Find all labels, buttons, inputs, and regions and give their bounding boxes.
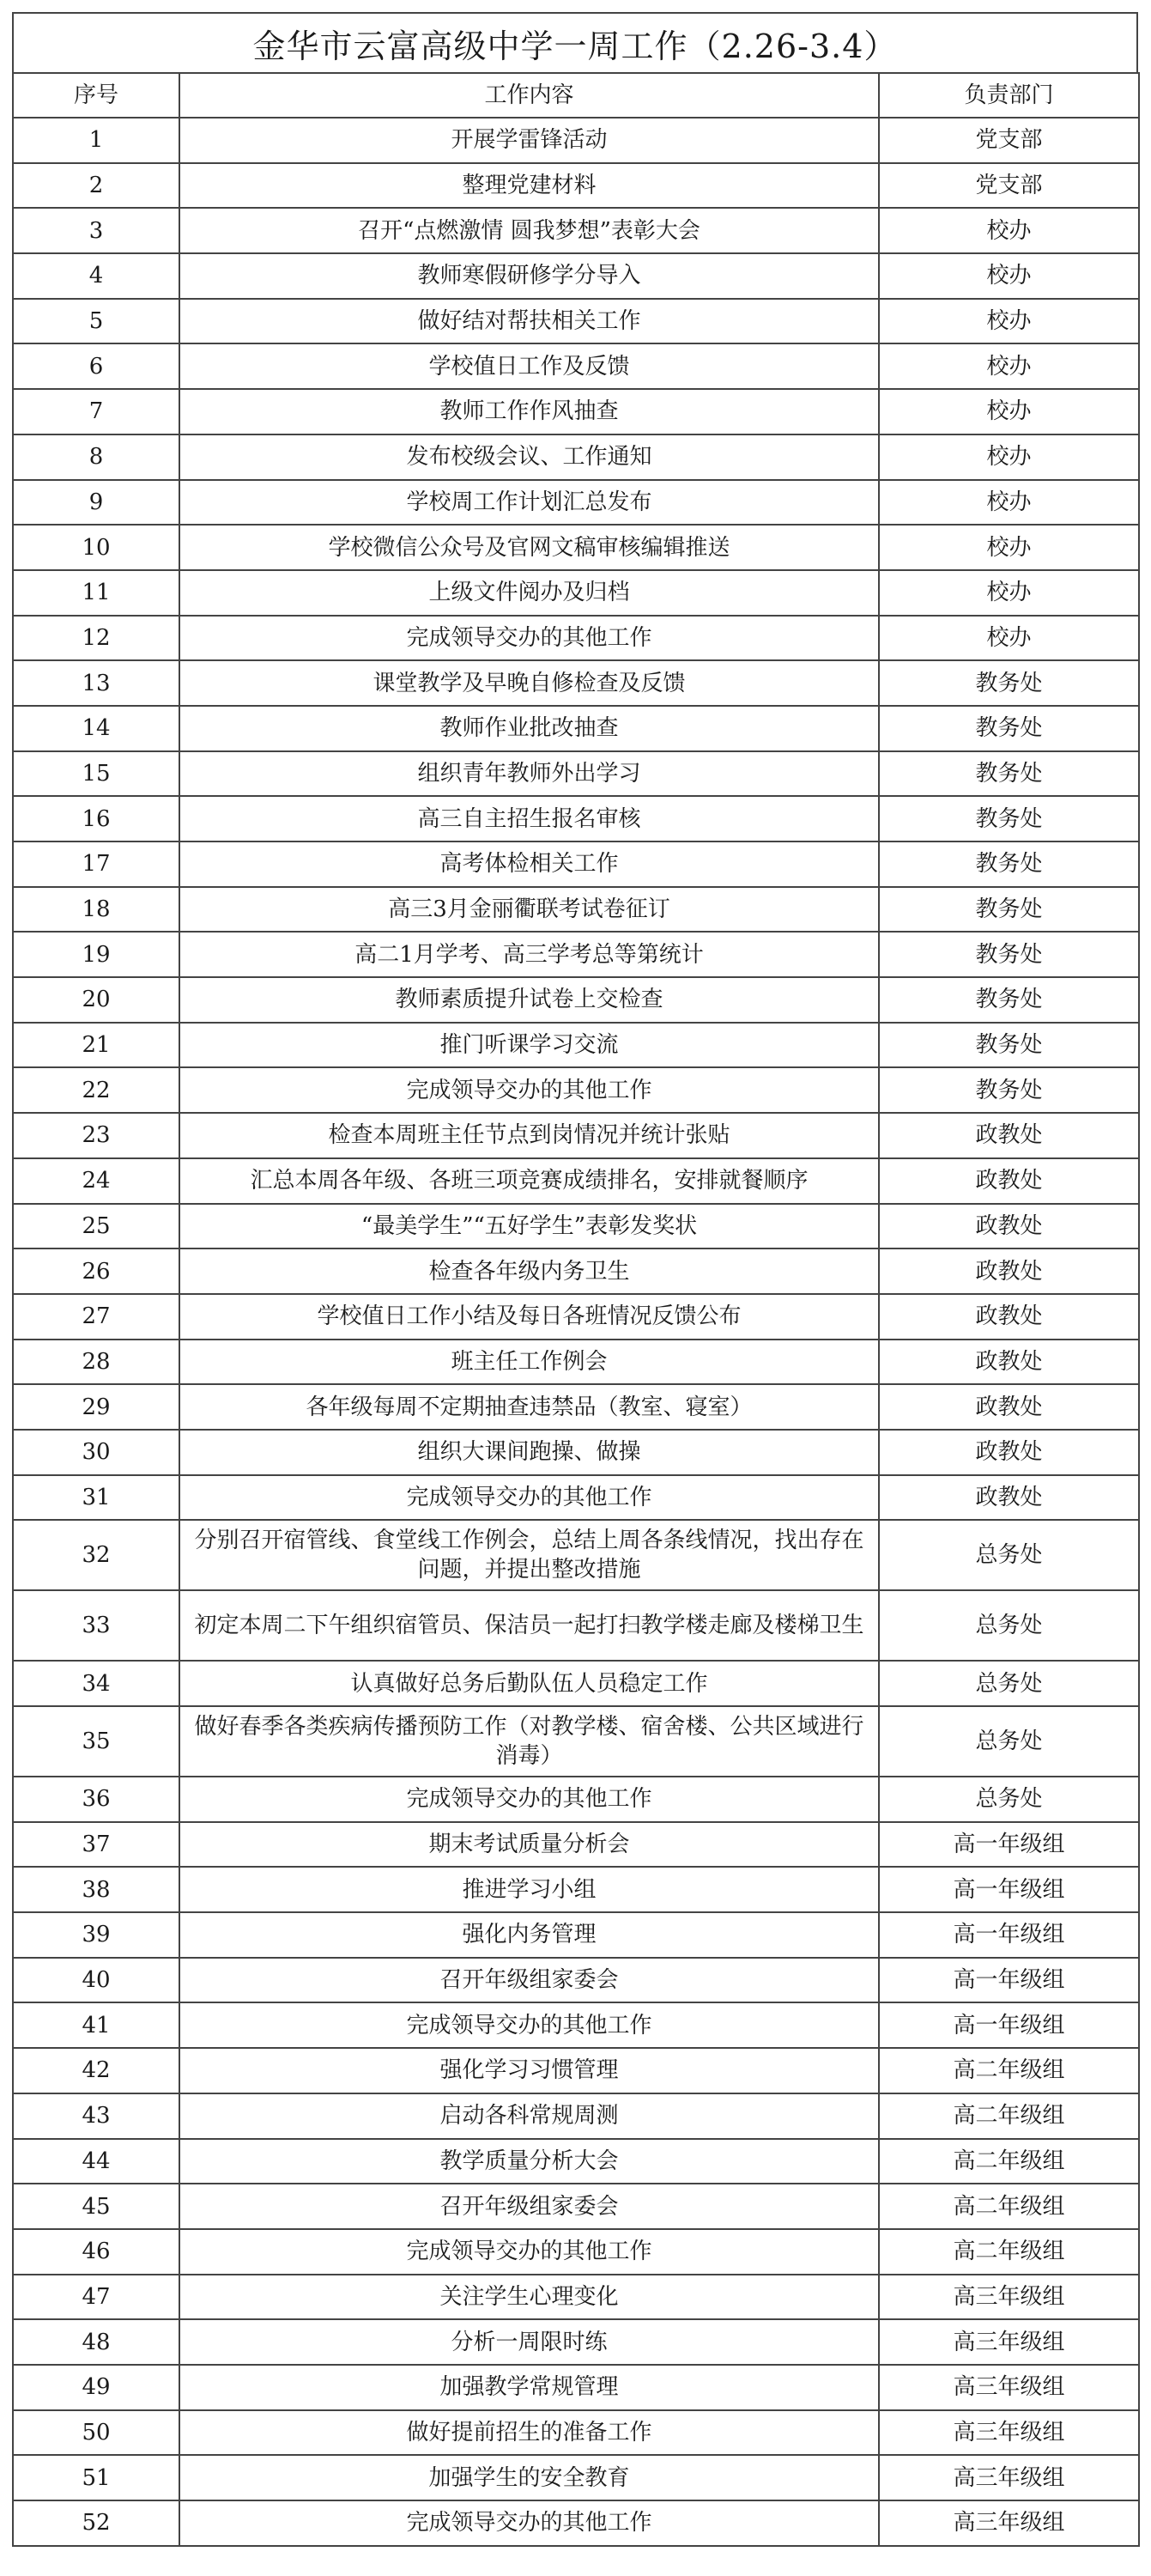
- table-row: [13, 434, 1139, 480]
- work-table: [12, 72, 1140, 2547]
- row-content: 完成领导交办的其他工作: [179, 616, 879, 661]
- table-row: [13, 1958, 1139, 2003]
- row-index: 29: [13, 1384, 179, 1430]
- row-dept: 校办: [879, 616, 1139, 661]
- row-content: 分别召开宿管线、食堂线工作例会，总结上周各条线情况，找出存在问题，并提出整改措施: [179, 1520, 879, 1590]
- row-dept: 总务处: [879, 1520, 1139, 1590]
- row-index: 51: [13, 2455, 179, 2500]
- table-row: [13, 1912, 1139, 1958]
- row-content: 强化内务管理: [179, 1912, 879, 1958]
- table-row: [13, 932, 1139, 977]
- row-index: 30: [13, 1430, 179, 1475]
- row-dept: 校办: [879, 299, 1139, 344]
- row-index: 36: [13, 1777, 179, 1822]
- row-dept: 教务处: [879, 887, 1139, 933]
- table-row: [13, 1661, 1139, 1706]
- table-row: [13, 2455, 1139, 2500]
- row-index: 5: [13, 299, 179, 344]
- row-dept: 高一年级组: [879, 1912, 1139, 1958]
- table-row: [13, 2229, 1139, 2275]
- row-dept: 高二年级组: [879, 2093, 1139, 2139]
- row-content: 班主任工作例会: [179, 1340, 879, 1385]
- row-index: 49: [13, 2365, 179, 2410]
- row-content: 检查本周班主任节点到岗情况并统计张贴: [179, 1113, 879, 1158]
- row-content: 推门听课学习交流: [179, 1023, 879, 1068]
- row-index: 43: [13, 2093, 179, 2139]
- row-content: 教师作业批改抽查: [179, 706, 879, 751]
- row-dept: 总务处: [879, 1706, 1139, 1777]
- row-content: 做好结对帮扶相关工作: [179, 299, 879, 344]
- row-content: 课堂教学及早晚自修检查及反馈: [179, 660, 879, 706]
- row-content: 推进学习小组: [179, 1867, 879, 1912]
- row-index: 22: [13, 1067, 179, 1113]
- row-content: 检查各年级内务卫生: [179, 1249, 879, 1294]
- table-row: [13, 796, 1139, 841]
- row-index: 18: [13, 887, 179, 933]
- row-content: 强化学习习惯管理: [179, 2048, 879, 2093]
- table-row: [13, 2319, 1139, 2365]
- row-dept: 高三年级组: [879, 2500, 1139, 2546]
- row-index: 31: [13, 1475, 179, 1521]
- row-content: 完成领导交办的其他工作: [179, 1067, 879, 1113]
- row-content: 完成领导交办的其他工作: [179, 1777, 879, 1822]
- row-dept: 高二年级组: [879, 2184, 1139, 2229]
- table-row: [13, 1023, 1139, 1068]
- table-row: [13, 616, 1139, 661]
- table-row: [13, 299, 1139, 344]
- row-content: 上级文件阅办及归档: [179, 570, 879, 616]
- row-content: 学校值日工作小结及每日各班情况反馈公布: [179, 1294, 879, 1340]
- row-dept: 教务处: [879, 706, 1139, 751]
- table-row: [13, 2500, 1139, 2546]
- table-header-row: [13, 73, 1139, 118]
- row-content: 组织青年教师外出学习: [179, 751, 879, 797]
- table-row: [13, 2365, 1139, 2410]
- row-dept: 校办: [879, 389, 1139, 434]
- table-row: [13, 208, 1139, 253]
- row-dept: 高三年级组: [879, 2455, 1139, 2500]
- row-index: 27: [13, 1294, 179, 1340]
- table-row: [13, 343, 1139, 389]
- row-content: 完成领导交办的其他工作: [179, 1475, 879, 1521]
- table-row: [13, 1867, 1139, 1912]
- row-index: 46: [13, 2229, 179, 2275]
- row-index: 26: [13, 1249, 179, 1294]
- row-dept: 党支部: [879, 163, 1139, 209]
- row-index: 45: [13, 2184, 179, 2229]
- row-content: 分析一周限时练: [179, 2319, 879, 2365]
- row-index: 33: [13, 1590, 179, 1661]
- row-dept: 教务处: [879, 660, 1139, 706]
- row-content: 学校值日工作及反馈: [179, 343, 879, 389]
- table-row: [13, 977, 1139, 1023]
- row-dept: 教务处: [879, 1067, 1139, 1113]
- row-index: 47: [13, 2275, 179, 2320]
- table-row: [13, 887, 1139, 933]
- row-content: 关注学生心理变化: [179, 2275, 879, 2320]
- table-row: [13, 1590, 1139, 1661]
- row-index: 38: [13, 1867, 179, 1912]
- row-dept: 校办: [879, 570, 1139, 616]
- table-row: [13, 1822, 1139, 1868]
- row-content: 认真做好总务后勤队伍人员稳定工作: [179, 1661, 879, 1706]
- table-row: [13, 1158, 1139, 1204]
- row-dept: 高一年级组: [879, 1822, 1139, 1868]
- row-index: 44: [13, 2139, 179, 2184]
- table-row: [13, 253, 1139, 299]
- table-row: [13, 706, 1139, 751]
- row-index: 20: [13, 977, 179, 1023]
- row-dept: 教务处: [879, 1023, 1139, 1068]
- table-row: [13, 1340, 1139, 1385]
- row-content: 召开年级组家委会: [179, 1958, 879, 2003]
- row-content: 整理党建材料: [179, 163, 879, 209]
- row-dept: 高一年级组: [879, 1867, 1139, 1912]
- row-dept: 高三年级组: [879, 2410, 1139, 2456]
- header-content: 工作内容: [179, 73, 879, 118]
- table-row: [13, 480, 1139, 526]
- header-dept: 负责部门: [879, 73, 1139, 118]
- table-row: [13, 1249, 1139, 1294]
- table-row: [13, 2139, 1139, 2184]
- row-content: 启动各科常规周测: [179, 2093, 879, 2139]
- row-dept: 政教处: [879, 1113, 1139, 1158]
- row-index: 21: [13, 1023, 179, 1068]
- row-content: 做好提前招生的准备工作: [179, 2410, 879, 2456]
- table-row: [13, 751, 1139, 797]
- row-index: 1: [13, 118, 179, 163]
- row-index: 3: [13, 208, 179, 253]
- table-row: [13, 525, 1139, 570]
- table-row: [13, 1475, 1139, 1521]
- row-dept: 党支部: [879, 118, 1139, 163]
- table-row: [13, 2002, 1139, 2048]
- row-index: 17: [13, 841, 179, 887]
- table-row: [13, 2093, 1139, 2139]
- row-dept: 校办: [879, 434, 1139, 480]
- row-dept: 政教处: [879, 1249, 1139, 1294]
- row-dept: 教务处: [879, 796, 1139, 841]
- table-row: [13, 1430, 1139, 1475]
- row-dept: 高二年级组: [879, 2139, 1139, 2184]
- row-content: 完成领导交办的其他工作: [179, 2002, 879, 2048]
- row-index: 8: [13, 434, 179, 480]
- row-index: 23: [13, 1113, 179, 1158]
- row-index: 12: [13, 616, 179, 661]
- table-row: [13, 1294, 1139, 1340]
- row-content: 高考体检相关工作: [179, 841, 879, 887]
- row-index: 52: [13, 2500, 179, 2546]
- row-dept: 校办: [879, 343, 1139, 389]
- table-row: [13, 1520, 1139, 1590]
- row-content: 召开“点燃激情 圆我梦想”表彰大会: [179, 208, 879, 253]
- row-index: 28: [13, 1340, 179, 1385]
- row-dept: 高三年级组: [879, 2319, 1139, 2365]
- row-content: 开展学雷锋活动: [179, 118, 879, 163]
- row-index: 19: [13, 932, 179, 977]
- row-content: 高二1月学考、高三学考总等第统计: [179, 932, 879, 977]
- row-index: 7: [13, 389, 179, 434]
- row-index: 14: [13, 706, 179, 751]
- row-dept: 政教处: [879, 1340, 1139, 1385]
- row-dept: 高三年级组: [879, 2365, 1139, 2410]
- row-dept: 教务处: [879, 932, 1139, 977]
- row-index: 24: [13, 1158, 179, 1204]
- row-content: 教师素质提升试卷上交检查: [179, 977, 879, 1023]
- row-index: 48: [13, 2319, 179, 2365]
- row-content: 教学质量分析大会: [179, 2139, 879, 2184]
- row-index: 13: [13, 660, 179, 706]
- table-row: [13, 2275, 1139, 2320]
- row-dept: 教务处: [879, 841, 1139, 887]
- row-index: 4: [13, 253, 179, 299]
- row-dept: 高一年级组: [879, 1958, 1139, 2003]
- row-index: 16: [13, 796, 179, 841]
- row-dept: 高二年级组: [879, 2229, 1139, 2275]
- row-dept: 政教处: [879, 1294, 1139, 1340]
- table-body: [13, 118, 1139, 2546]
- row-index: 34: [13, 1661, 179, 1706]
- table-row: [13, 660, 1139, 706]
- table-row: [13, 2048, 1139, 2093]
- row-dept: 总务处: [879, 1661, 1139, 1706]
- table-row: [13, 118, 1139, 163]
- row-dept: 总务处: [879, 1590, 1139, 1661]
- row-content: 加强教学常规管理: [179, 2365, 879, 2410]
- row-index: 9: [13, 480, 179, 526]
- row-content: 召开年级组家委会: [179, 2184, 879, 2229]
- row-index: 10: [13, 525, 179, 570]
- row-content: 各年级每周不定期抽查违禁品（教室、寝室）: [179, 1384, 879, 1430]
- row-index: 35: [13, 1706, 179, 1777]
- table-row: [13, 2410, 1139, 2456]
- row-content: “最美学生”“五好学生”表彰发奖状: [179, 1204, 879, 1249]
- row-dept: 教务处: [879, 977, 1139, 1023]
- row-dept: 政教处: [879, 1475, 1139, 1521]
- row-index: 50: [13, 2410, 179, 2456]
- row-dept: 高二年级组: [879, 2048, 1139, 2093]
- row-index: 6: [13, 343, 179, 389]
- document-title: 金华市云富高级中学一周工作（2.26-3.4）: [12, 12, 1138, 72]
- row-index: 40: [13, 1958, 179, 2003]
- row-dept: 校办: [879, 480, 1139, 526]
- row-dept: 校办: [879, 253, 1139, 299]
- table-row: [13, 1777, 1139, 1822]
- row-dept: 政教处: [879, 1158, 1139, 1204]
- table-row: [13, 2184, 1139, 2229]
- table-row: [13, 570, 1139, 616]
- row-index: 25: [13, 1204, 179, 1249]
- table-row: [13, 389, 1139, 434]
- row-content: 教师工作作风抽查: [179, 389, 879, 434]
- row-content: 完成领导交办的其他工作: [179, 2229, 879, 2275]
- row-index: 41: [13, 2002, 179, 2048]
- header-index: 序号: [13, 73, 179, 118]
- table-row: [13, 1067, 1139, 1113]
- schedule-sheet: [12, 12, 1138, 2547]
- row-content: 组织大课间跑操、做操: [179, 1430, 879, 1475]
- row-index: 11: [13, 570, 179, 616]
- row-content: 做好春季各类疾病传播预防工作（对教学楼、宿舍楼、公共区域进行消毒）: [179, 1706, 879, 1777]
- row-dept: 校办: [879, 525, 1139, 570]
- row-dept: 高三年级组: [879, 2275, 1139, 2320]
- row-content: 学校微信公众号及官网文稿审核编辑推送: [179, 525, 879, 570]
- row-index: 39: [13, 1912, 179, 1958]
- row-content: 发布校级会议、工作通知: [179, 434, 879, 480]
- row-index: 37: [13, 1822, 179, 1868]
- row-content: 高三自主招生报名审核: [179, 796, 879, 841]
- row-content: 初定本周二下午组织宿管员、保洁员一起打扫教学楼走廊及楼梯卫生: [179, 1590, 879, 1661]
- row-dept: 高一年级组: [879, 2002, 1139, 2048]
- row-index: 32: [13, 1520, 179, 1590]
- row-content: 期末考试质量分析会: [179, 1822, 879, 1868]
- table-row: [13, 1384, 1139, 1430]
- row-content: 完成领导交办的其他工作: [179, 2500, 879, 2546]
- table-row: [13, 1113, 1139, 1158]
- row-dept: 总务处: [879, 1777, 1139, 1822]
- row-dept: 校办: [879, 208, 1139, 253]
- row-index: 42: [13, 2048, 179, 2093]
- row-dept: 教务处: [879, 751, 1139, 797]
- row-dept: 政教处: [879, 1384, 1139, 1430]
- table-row: [13, 1706, 1139, 1777]
- table-row: [13, 1204, 1139, 1249]
- row-content: 教师寒假研修学分导入: [179, 253, 879, 299]
- row-content: 学校周工作计划汇总发布: [179, 480, 879, 526]
- row-content: 汇总本周各年级、各班三项竞赛成绩排名，安排就餐顺序: [179, 1158, 879, 1204]
- table-row: [13, 163, 1139, 209]
- row-content: 高三3月金丽衢联考试卷征订: [179, 887, 879, 933]
- row-content: 加强学生的安全教育: [179, 2455, 879, 2500]
- row-dept: 政教处: [879, 1430, 1139, 1475]
- table-row: [13, 841, 1139, 887]
- row-index: 15: [13, 751, 179, 797]
- row-index: 2: [13, 163, 179, 209]
- row-dept: 政教处: [879, 1204, 1139, 1249]
